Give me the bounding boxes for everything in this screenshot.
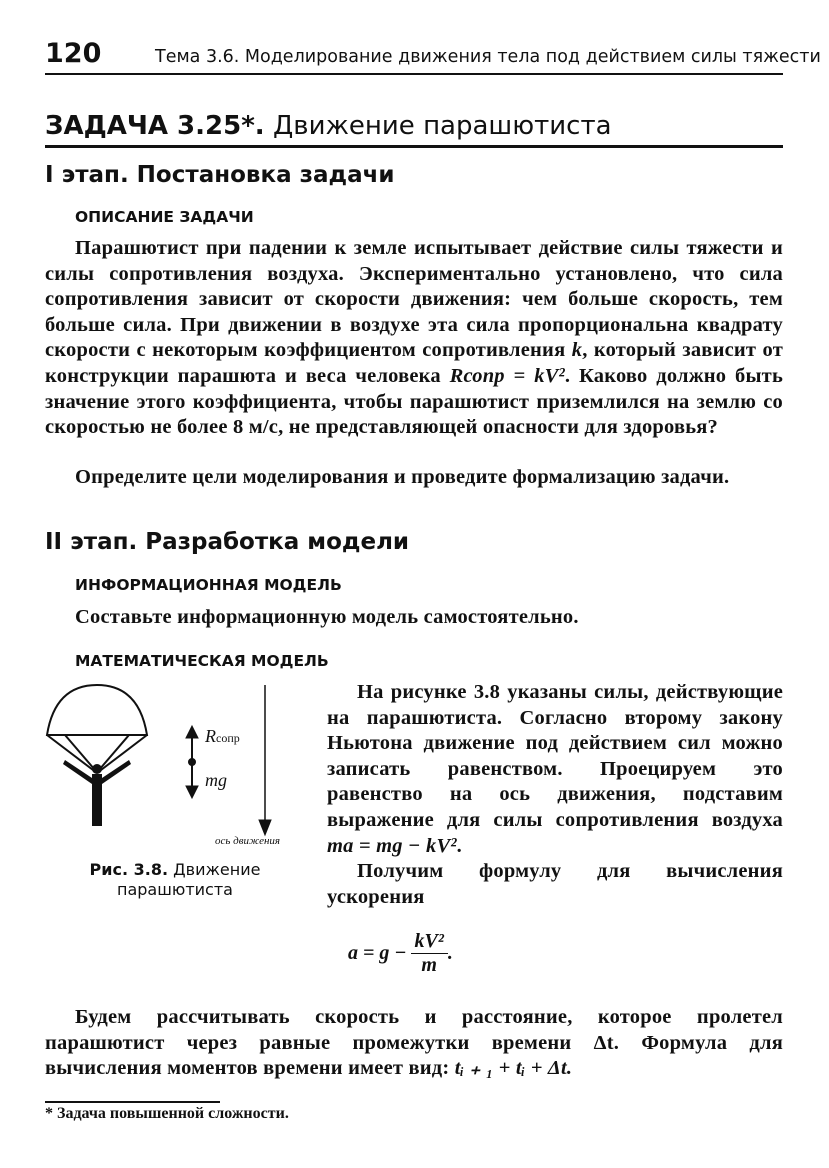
text: Парашютист при падении к земле испытывает действие силы тяжести и силы сопротивления воздуха. Экспериментально установлено, что сила сопротивления зависит от скорости движения: чем больше скорость, тем больше сила. При движении в воздухе эта сила пропорциональна квадрату скорости с некоторым коэффициентом сопротивления <box>45 237 783 362</box>
header-rule <box>45 73 783 75</box>
motion-axis-arrow <box>259 685 271 835</box>
force-arrows <box>186 726 198 798</box>
title-rule <box>45 145 783 148</box>
time-formula: tᵢ ₊ ₁ + tᵢ + Δt. <box>454 1057 573 1080</box>
footnote-rule <box>45 1101 220 1103</box>
newton-equation: ma = mg − kV² <box>327 834 457 857</box>
text: На рисунке 3.8 указаны силы, действующие на парашютиста. Согласно второму закону Ньютона движение под действием сил можно записать равенством. Проецируем это равенство на ось движения, подставим выражение для силы сопротивления воздуха <box>327 681 783 831</box>
task-description-heading: ОПИСАНИЕ ЗАДАЧИ <box>75 208 254 226</box>
info-model-text: Составьте информационную модель самостоятельно. <box>75 606 579 628</box>
time-step-paragraph <box>45 1005 783 1082</box>
acceleration-formula <box>348 930 453 977</box>
math-model-heading: МАТЕМАТИЧЕСКАЯ МОДЕЛЬ <box>75 652 329 670</box>
parachute-icon <box>47 685 147 770</box>
page-number: 120 <box>45 38 102 69</box>
gravity-force-label: mg <box>205 770 227 790</box>
footnote: * Задача повышенной сложности. <box>45 1105 289 1122</box>
axis-label: ось движения <box>215 835 281 847</box>
formula-lhs: a = g − <box>348 942 407 964</box>
task-label: ЗАДАЧА 3.25*. <box>45 111 265 141</box>
caption-label: Рис. 3.8. <box>89 860 169 879</box>
acceleration-intro: Получим формулу для вычисления ускорения <box>327 860 783 908</box>
text: , который зависит от конструкции парашюта и веса человека <box>45 339 783 387</box>
stage1-heading: I этап. Постановка задачи <box>45 162 395 188</box>
parachutist-figure <box>35 680 275 850</box>
resistance-formula: Rсопр = kV² <box>449 364 565 387</box>
formula-end: . <box>447 942 453 964</box>
k-symbol: k <box>571 339 583 362</box>
text: . <box>456 834 462 857</box>
goals-paragraph: Определите цели моделирования и проведите формализацию задачи. <box>75 466 730 488</box>
r-symbol: R <box>205 726 216 746</box>
figure-caption <box>60 860 290 900</box>
r-subscript: сопр <box>216 731 240 745</box>
formula-denominator: m <box>421 954 437 976</box>
text: Будем рассчитывать скорость и расстояние, которое пролетел парашютист через равные промежутки времени Δt. Формула для вычисления моментов времени имеет вид: <box>45 1006 783 1080</box>
info-model-heading: ИНФОРМАЦИОННАЯ МОДЕЛЬ <box>75 576 342 594</box>
math-model-paragraph <box>327 680 783 859</box>
task-title <box>45 111 612 141</box>
stage2-heading: II этап. Разработка модели <box>45 529 410 555</box>
resistance-force-label <box>205 726 240 747</box>
description-paragraph <box>45 236 783 441</box>
caption-text: Движение парашютиста <box>117 860 261 899</box>
task-name: Движение парашютиста <box>272 111 612 141</box>
formula-numerator: kV² <box>411 930 448 954</box>
running-title: Тема 3.6. Моделирование движения тела под действием силы тяжести <box>155 47 821 67</box>
text: . Каково должно быть значение этого коэффициента, чтобы парашютист приземлился на землю со скоростью не более 8 м/с, не представляющей опасности для здоровья? <box>45 364 783 439</box>
person-icon <box>63 760 131 826</box>
